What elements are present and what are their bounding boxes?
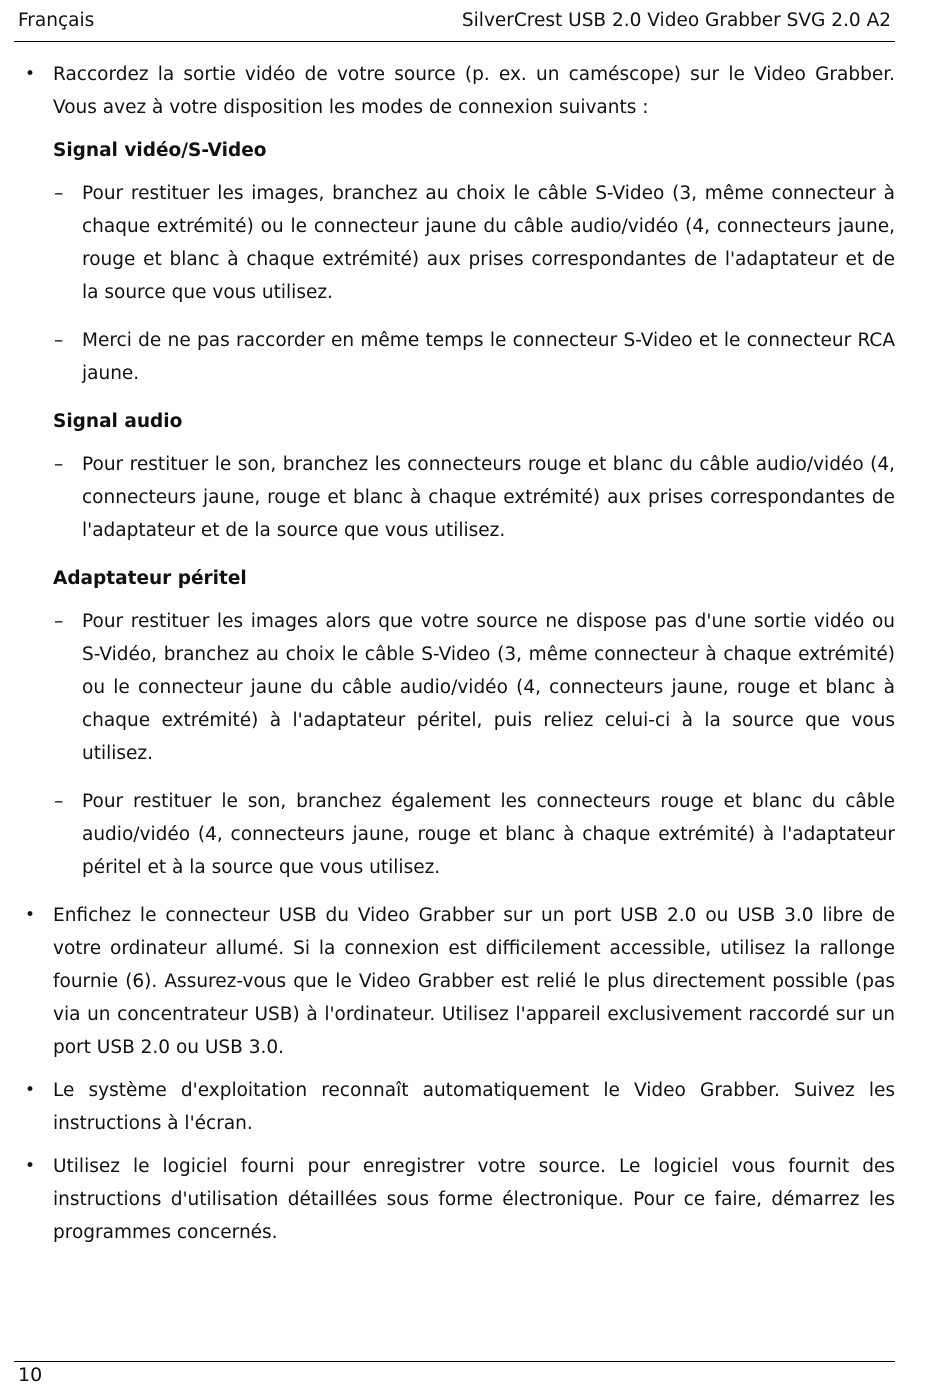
list-item: – Pour restituer les images alors que votre source ne dispose pas d'une sortie vidéo ou S-Vidéo, branchez au choix le câble S-Video (3, même connecteur à chaque extrémité) ou le connecteur jaune du câble audio/vidéo (4, connecteurs jaune, rouge et blanc à chaque extrémité) à l'adaptateur péritel, puis reliez celui-ci à la source que vous utilisez. [14, 605, 895, 770]
header-language: Français [18, 10, 95, 31]
list-item: – Pour restituer le son, branchez les connecteurs rouge et blanc du câble audio/vidéo (4, connecteurs jaune, rouge et blanc à chaque extrémité) aux prises correspondantes de l'adaptateur et de la source que vous utilisez. [14, 448, 895, 547]
footer-divider [14, 1361, 895, 1362]
intro-bullet: • Raccordez la sortie vidéo de votre source (p. ex. un caméscope) sur le Video Grabber. Vous avez à votre disposition les modes de connexion suivants : [14, 58, 895, 124]
list-item: – Pour restituer le son, branchez également les connecteurs rouge et blanc du câble audio/vidéo (4, connecteurs jaune, rouge et blanc à chaque extrémité) à l'adaptateur péritel et à la source que vous utilisez. [14, 785, 895, 884]
bullet-os: • Le système d'exploitation reconnaît automatiquement le Video Grabber. Suivez les instructions à l'écran. [14, 1074, 895, 1140]
bullet-usb: • Enfichez le connecteur USB du Video Grabber sur un port USB 2.0 ou USB 3.0 libre de votre ordinateur allumé. Si la connexion est difficilement accessible, utilisez la rallonge fournie (6). Assurez-vous que le Video Grabber est relié le plus directement possible (pas via un concentrateur USB) à l'ordinateur. Utilisez l'appareil exclusivement raccordé sur un port USB 2.0 ou USB 3.0. [14, 899, 895, 1064]
bullet-software: • Utilisez le logiciel fourni pour enregistrer votre source. Le logiciel vous fournit des instructions d'utilisation détaillées sous forme électronique. Pour ce faire, démarrez les programmes concernés. [14, 1150, 895, 1249]
section-heading-audio: Signal audio [53, 411, 183, 432]
page-header [14, 0, 895, 42]
list-item: – Pour restituer les images, branchez au choix le câble S-Video (3, même connecteur à chaque extrémité) ou le connecteur jaune du câble audio/vidéo (4, connecteurs jaune, rouge et blanc à chaque extrémité) aux prises correspondantes de l'adaptateur et de la source que vous utilisez. [14, 177, 895, 309]
section-heading-video: Signal vidéo/S-Video [53, 140, 267, 161]
page-number: 10 [18, 1364, 43, 1386]
header-title: SilverCrest USB 2.0 Video Grabber SVG 2.0 A2 [461, 10, 891, 31]
section-heading-scart: Adaptateur péritel [53, 568, 247, 589]
list-item: – Merci de ne pas raccorder en même temps le connecteur S-Video et le connecteur RCA jaune. [14, 324, 895, 390]
page-content [14, 58, 895, 1259]
